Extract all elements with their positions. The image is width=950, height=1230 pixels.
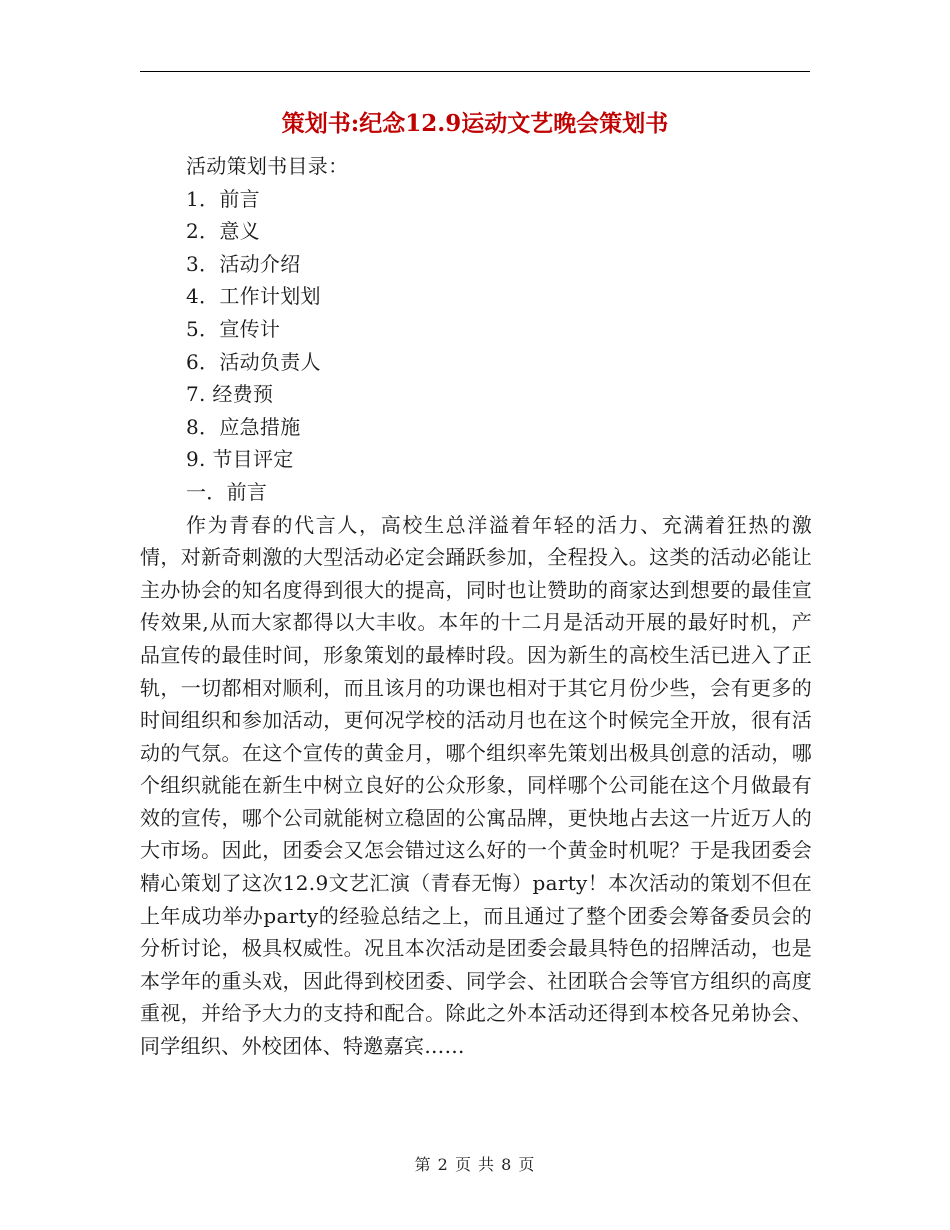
section-heading: 一．前言	[186, 479, 268, 504]
toc-item: 3．活动介绍	[186, 251, 301, 276]
toc-item: 7. 经费预	[186, 382, 274, 407]
toc-item: 1．前言	[186, 186, 260, 211]
toc-heading: 活动策划书目录：	[186, 154, 349, 178]
toc-item: 6．活动负责人	[186, 349, 321, 374]
document-title: 策划书:纪念12.9运动文艺晚会策划书	[281, 110, 669, 137]
toc-item: 9. 节目评定	[186, 447, 294, 472]
toc-item: 5．宣传计	[186, 316, 281, 341]
header-rule	[140, 71, 810, 72]
toc-item: 4．工作计划划	[186, 284, 321, 309]
table-of-contents	[140, 183, 812, 476]
toc-item: 2．意义	[186, 219, 260, 244]
page-number: 第 2 页 共 8 页	[414, 1155, 536, 1174]
body-paragraph: 作为青春的代言人，高校生总洋溢着年轻的活力、充满着狂热的激情，对新奇刺激的大型活动必定会踊跃参加，全程投入。这类的活动必能让主办协会的知名度得到很大的提高，同时也让赞助的商家达到想要的最佳宣传效果,从而大家都得以大丰收。本年的十二月是活动开展的最好时机，产品宣传的最佳时间，形象策划的最棒时段。因为新生的高校生活已进入了正轨，一切都相对顺利，而且该月的功课也相对于其它月份少些，会有更多的时间组织和参加活动，更何况学校的活动月也在这个时候完全开放，很有活动的气氛。在这个宣传的黄金月，哪个组织率先策划出极具创意的活动，哪个组织就能在新生中树立良好的公众形象，同样哪个公司能在这个月做最有效的宣传，哪个公司就能树立稳固的公寓品牌，更快地占去这一片近万人的大市场。因此，团委会又怎会错过这么好的一个黄金时机呢？于是我团委会精心策划了这次12.9文艺汇演（青春无悔）party！本次活动的策划不但在上年成功举办party的经验总结之上，而且通过了整个团委会筹备委员会的分析讨论，极具权威性。况且本次活动是团委会最具特色的招牌活动，也是本学年的重头戏，因此得到校团委、同学会、社团联合会等官方组织的高度重视，并给予大力的支持和配合。除此之外本活动还得到本校各兄弟协会、同学组织、外校团体、特邀嘉宾……	[140, 512, 812, 1059]
document-body	[140, 150, 812, 1063]
toc-item: 8．应急措施	[186, 414, 301, 439]
